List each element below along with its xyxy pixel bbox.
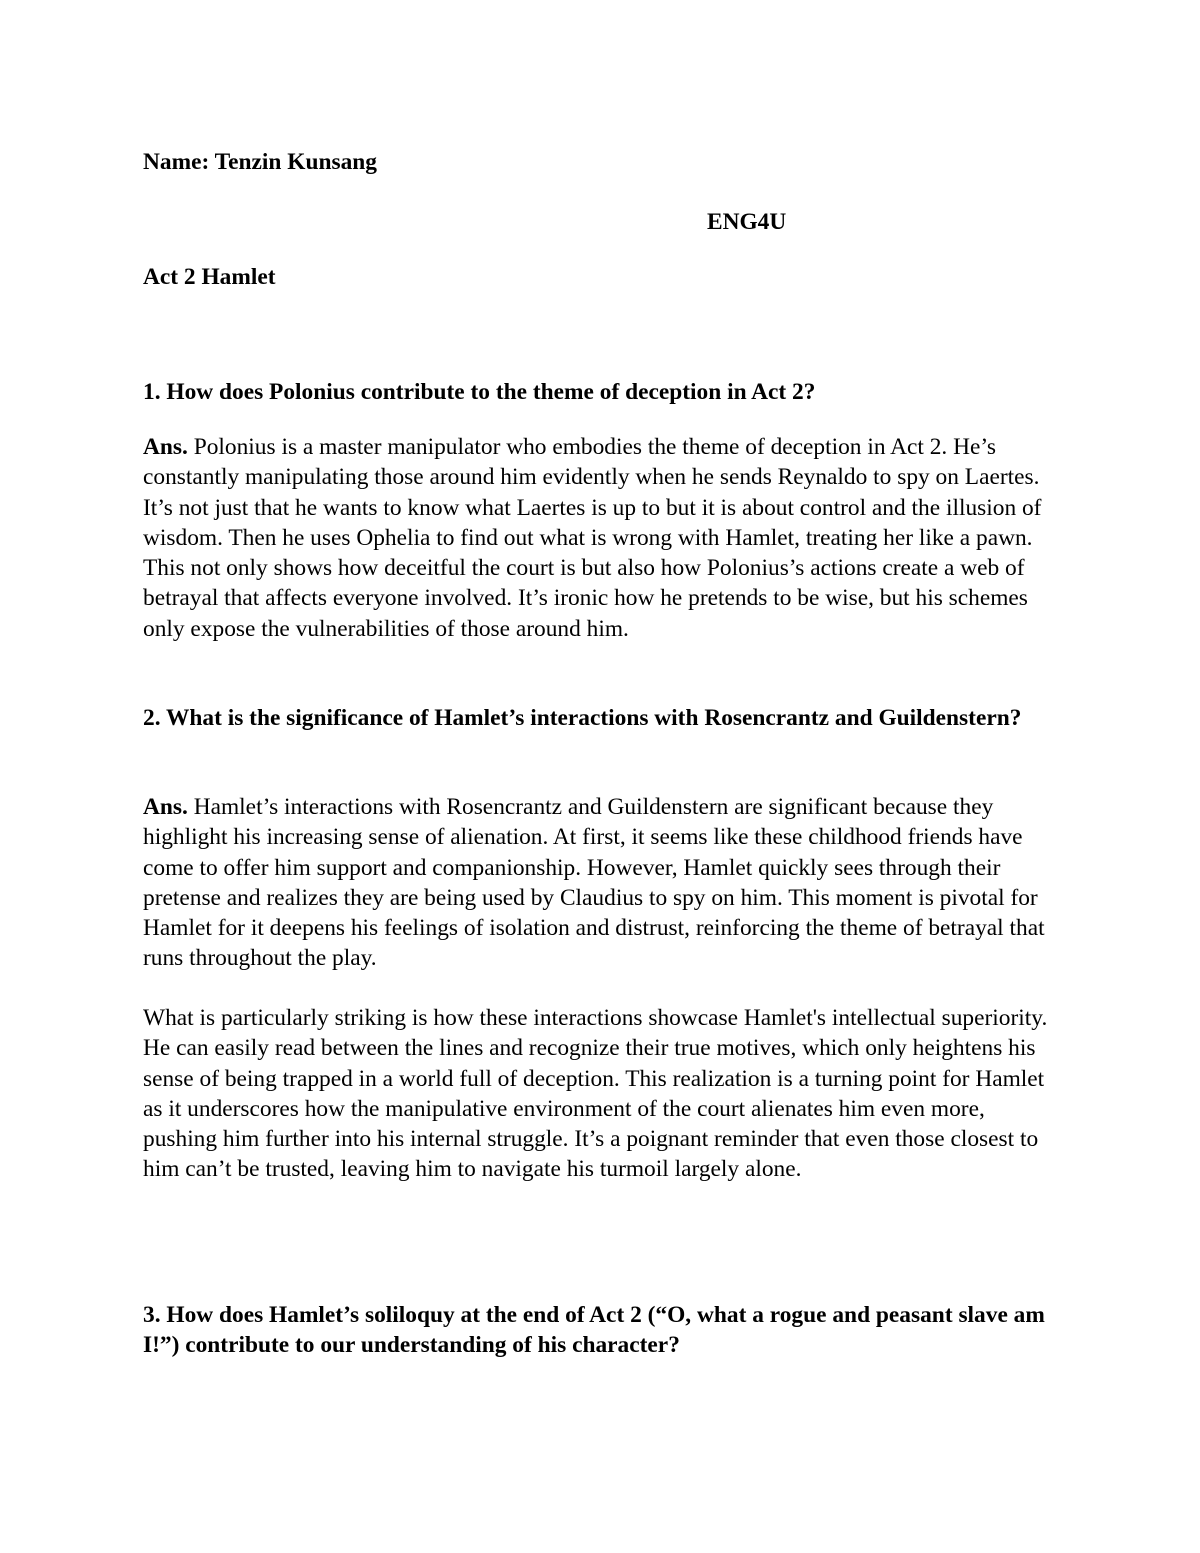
question-1: 1. How does Polonius contribute to the theme of deception in Act 2?: [143, 379, 816, 405]
student-name: Name: Tenzin Kunsang: [143, 149, 377, 175]
answer-2-continued: What is particularly striking is how these interactions showcase Hamlet's intellectual superiority. He can easily read between the lines and recognize their true motives, which only heightens his sense of being trapped in a world full of deception. This realization is a turning point for Hamlet as it underscores how the manipulative environment of the court alienates him even more, pushing him further into his internal struggle. It’s a poignant reminder that even those closest to him can’t be trusted, leaving him to navigate his turmoil largely alone.: [143, 1005, 1048, 1183]
answer-2-text: Hamlet’s interactions with Rosencrantz and Guildenstern are significant because they highlight his increasing sense of alienation. At first, it seems like these childhood friends have come to offer him support and companionship. However, Hamlet quickly sees through their pretense and realizes they are being used by Claudius to spy on him. This moment is pivotal for Hamlet for it deepens his feelings of isolation and distrust, reinforcing the theme of betrayal that runs throughout the play.: [143, 794, 1045, 972]
answer-2-prefix: Ans.: [143, 794, 188, 820]
answer-1: [143, 432, 1063, 644]
course-code: ENG4U: [707, 209, 787, 235]
answer-2: [143, 792, 1063, 974]
question-2: 2. What is the significance of Hamlet’s interactions with Rosencrantz and Guildenstern?: [143, 705, 1022, 731]
assignment-title: Act 2 Hamlet: [143, 264, 276, 290]
answer-1-prefix: Ans.: [143, 434, 188, 460]
question-3: 3. How does Hamlet’s soliloquy at the end of Act 2 (“O, what a rogue and peasant slave am I!”) contribute to our understanding of his character?: [143, 1302, 1045, 1359]
answer-1-text: Polonius is a master manipulator who embodies the theme of deception in Act 2. He’s constantly manipulating those around him evidently when he sends Reynaldo to spy on Laertes. It’s not just that he wants to know what Laertes is up to but it is about control and the illusion of wisdom. Then he uses Ophelia to find out what is wrong with Hamlet, treating her like a pawn. This not only shows how deceitful the court is but also how Polonius’s actions create a web of betrayal that affects everyone involved. It’s ironic how he pretends to be wise, but his schemes only expose the vulnerabilities of those around him.: [143, 434, 1042, 642]
